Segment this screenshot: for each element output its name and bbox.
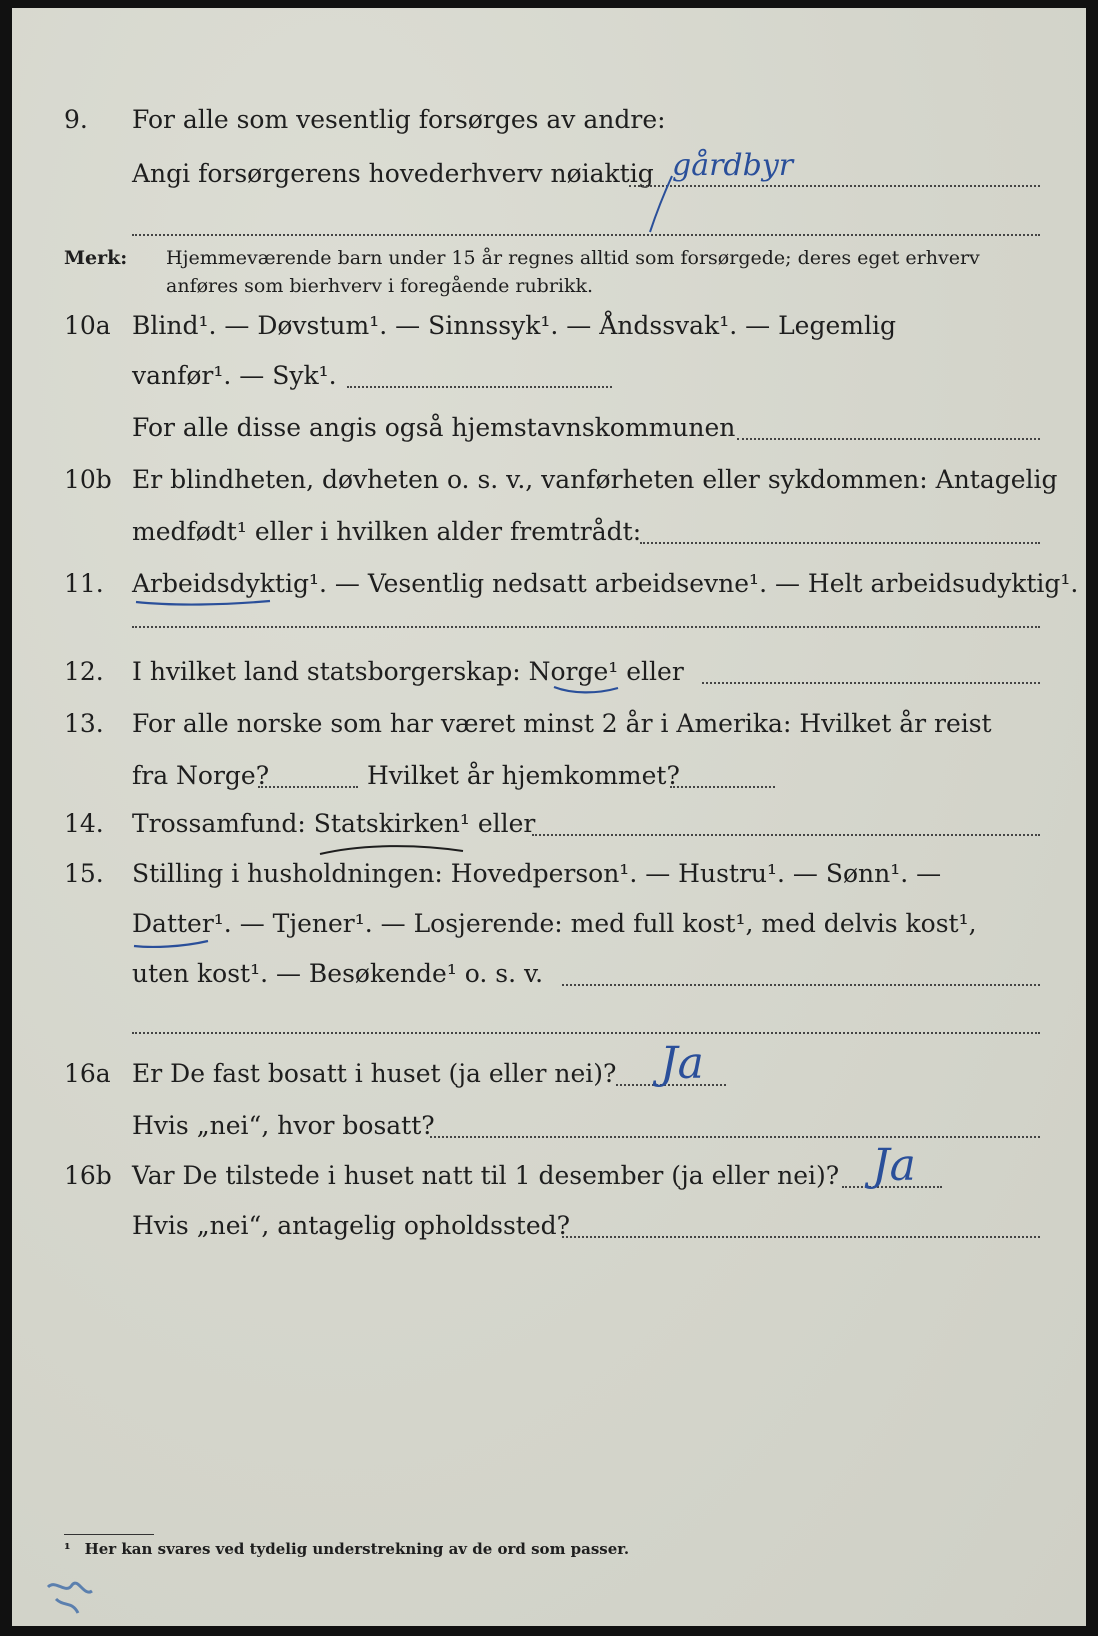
q15-answer-line[interactable] bbox=[562, 984, 1040, 986]
form-page bbox=[12, 8, 1086, 1626]
q13-number: 13. bbox=[64, 709, 104, 738]
q16b-text-2: Hvis „nei“, antagelig opholdssted? bbox=[132, 1211, 571, 1240]
q13-text-2a: fra Norge? bbox=[132, 761, 270, 790]
footnote-text: Her kan svares ved tydelig understrekning av de ord som passer. bbox=[84, 1540, 630, 1558]
q9-handwriting-stroke bbox=[642, 158, 702, 238]
q14-number: 14. bbox=[64, 809, 104, 838]
q12-text: I hvilket land statsborgerskap: Norge¹ eller bbox=[132, 657, 684, 686]
q10b-answer-line[interactable] bbox=[640, 542, 1040, 544]
q16b-handwritten-answer: Ja bbox=[872, 1140, 916, 1191]
q11-number: 11. bbox=[64, 569, 104, 598]
q9-occupation-label: Angi forsørgerens hovederhverv nøiaktig bbox=[132, 159, 654, 188]
q15-text-2: Datter¹. — Tjener¹. — Losjerende: med full kost¹, med delvis kost¹, bbox=[132, 909, 977, 938]
q14-underline-stroke bbox=[317, 842, 467, 858]
q16a-number: 16a bbox=[64, 1059, 111, 1088]
q13-returned-year-line[interactable] bbox=[670, 786, 775, 788]
q11-text: Arbeidsdyktig¹. — Vesentlig nedsatt arbeidsevne¹. — Helt arbeidsudyktig¹. bbox=[132, 569, 1079, 598]
footnote bbox=[64, 1540, 629, 1558]
q9-question: For alle som vesentlig forsørges av andre: bbox=[132, 105, 666, 134]
q9-number: 9. bbox=[64, 105, 88, 134]
q13-text-2b: Hvilket år hjemkommet? bbox=[367, 761, 680, 790]
q10b-number: 10b bbox=[64, 465, 112, 494]
footnote-mark: ¹ bbox=[64, 1540, 71, 1558]
q13-emigrated-year-line[interactable] bbox=[258, 786, 358, 788]
q10a-answer-line[interactable] bbox=[347, 386, 612, 388]
q10a-text-2: vanfør¹. — Syk¹. bbox=[132, 361, 337, 390]
q16a-text-2: Hvis „nei“, hvor bosatt? bbox=[132, 1111, 435, 1140]
q16a-text-1: Er De fast bosatt i huset (ja eller nei)? bbox=[132, 1059, 617, 1088]
stamp-mark-icon bbox=[42, 1573, 102, 1623]
q12-number: 12. bbox=[64, 657, 104, 686]
q15-second-answer-line[interactable] bbox=[132, 1032, 1040, 1034]
merk-text-1: Hjemmeværende barn under 15 år regnes alltid som forsørgede; deres eget erhverv bbox=[166, 247, 980, 269]
q10a-number: 10a bbox=[64, 311, 111, 340]
merk-text-2: anføres som bierhverv i foregående rubrikk. bbox=[166, 275, 594, 297]
q16b-text-1: Var De tilstede i huset natt til 1 desember (ja eller nei)? bbox=[132, 1161, 840, 1190]
q14-answer-line[interactable] bbox=[532, 834, 1040, 836]
q12-underline-stroke bbox=[552, 684, 622, 698]
q10a-hometown-line[interactable] bbox=[737, 438, 1040, 440]
q15-text-3: uten kost¹. — Besøkende¹ o. s. v. bbox=[132, 959, 544, 988]
footnote-rule bbox=[64, 1534, 154, 1535]
q16b-location-line[interactable] bbox=[562, 1236, 1040, 1238]
q16a-address-line[interactable] bbox=[430, 1136, 1040, 1138]
merk-label: Merk: bbox=[64, 247, 128, 269]
q12-answer-line[interactable] bbox=[702, 682, 1040, 684]
q10a-text-1: Blind¹. — Døvstum¹. — Sinnssyk¹. — Åndssvak¹. — Legemlig bbox=[132, 311, 896, 340]
q10b-text-2: medfødt¹ eller i hvilken alder fremtrådt: bbox=[132, 517, 642, 546]
q9-handwritten-answer: gårdbyr bbox=[672, 148, 794, 183]
q15-number: 15. bbox=[64, 859, 104, 888]
q11-underline-stroke bbox=[134, 596, 274, 610]
q10b-text-1: Er blindheten, døvheten o. s. v., vanførheten eller sykdommen: Antagelig bbox=[132, 465, 1058, 494]
q16b-number: 16b bbox=[64, 1161, 112, 1190]
q15-text-1: Stilling i husholdningen: Hovedperson¹. — Hustru¹. — Sønn¹. — bbox=[132, 859, 942, 888]
q11-answer-line[interactable] bbox=[132, 626, 1040, 628]
q10a-text-3: For alle disse angis også hjemstavnskommunen bbox=[132, 413, 736, 442]
q15-underline-stroke bbox=[132, 938, 212, 952]
q14-text: Trossamfund: Statskirken¹ eller bbox=[132, 809, 536, 838]
q9-second-answer-line[interactable] bbox=[132, 234, 1040, 236]
q16a-handwritten-answer: Ja bbox=[660, 1038, 704, 1089]
q13-text-1: For alle norske som har været minst 2 år i Amerika: Hvilket år reist bbox=[132, 709, 992, 738]
